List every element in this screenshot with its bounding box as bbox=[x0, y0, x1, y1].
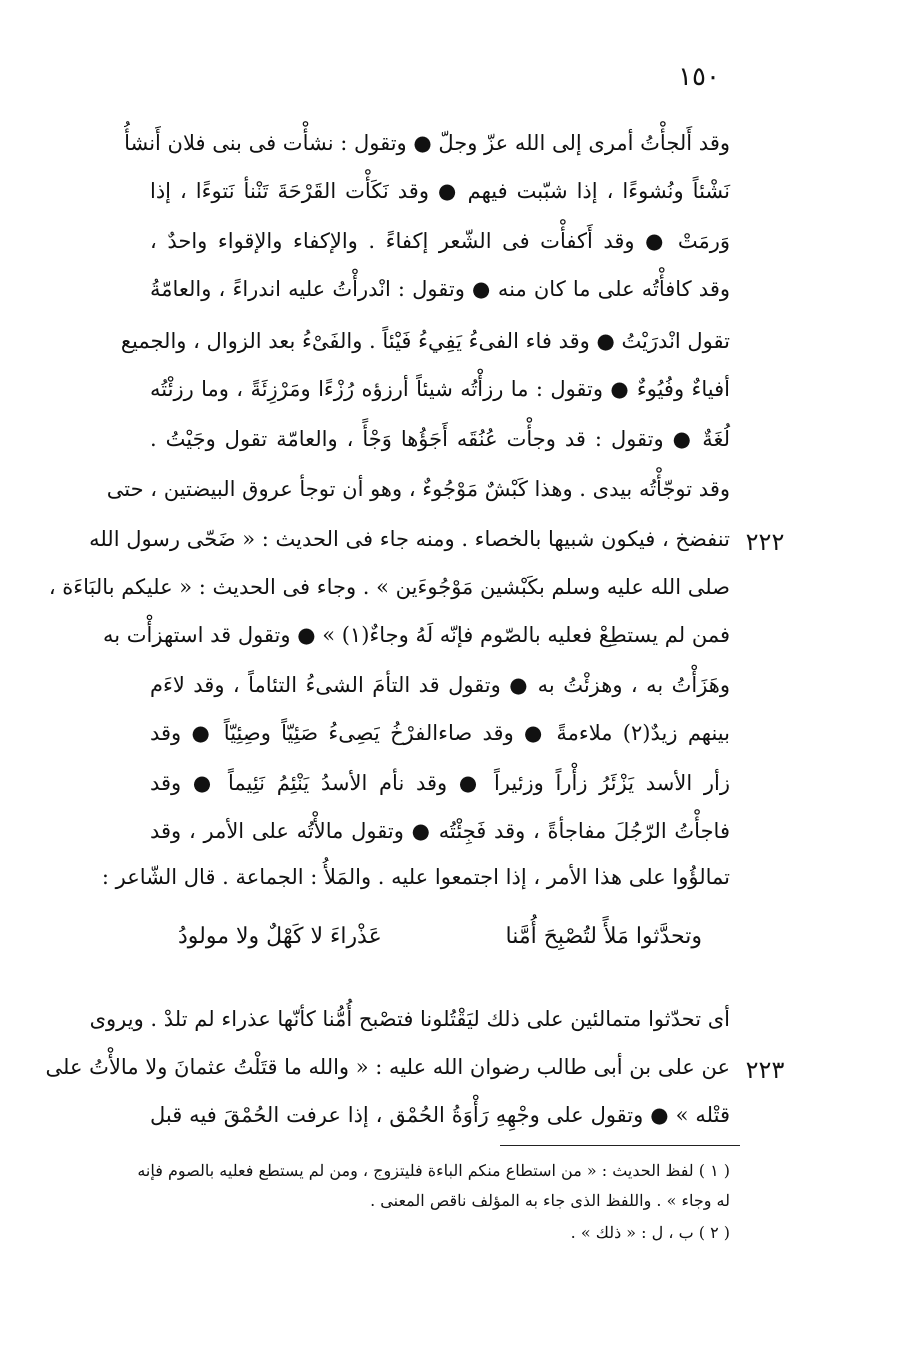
margin-number: ٢٢٢ bbox=[745, 528, 785, 556]
text-line: عن على بن أبى طالب رضوان الله عليه : « والله ما قتَلْتُ عثمانَ ولا مالأْتُ على bbox=[45, 1055, 730, 1079]
text-line: وَرمَتْ ● وقد أَكفأْت فى الشّعر إكفاءً . والإكفاء والإقواء واحدٌ ، bbox=[150, 229, 730, 253]
text-line: فاجأْتُ الرّجُلَ مفاجأةً ، وقد فَجِئْتُه ● وتقول مالأْتُه على الأمر ، وقد bbox=[150, 819, 730, 843]
text-line: فمن لم يستطِعْ فعليه بالصّوم فإنّه لَهُ وجاءٌ(١) » ● وتقول قد استهزأْت به bbox=[102, 623, 730, 647]
text-line: بينهم زيدٌ(٢) ملاءمةً ● وقد صاءالفرْخُ يَصِىءُ صَئِيّاً وصِئِيّاً ● وقد bbox=[150, 721, 730, 745]
text-line: قتْله » ● وتقول على وجْهِهِ رَأْوَةُ الحُمْق ، إذا عرفت الحُمْقَ فيه قبل bbox=[150, 1103, 730, 1127]
text-line: تنفضخ ، فيكون شبيها بالخصاء . ومنه جاء فى الحديث : « ضَحّى رسول الله bbox=[89, 527, 730, 551]
text-line: أى تحدّثوا متمالئين على ذلك ليَقْتُلونا فتصْبح أُمُّنا كأنّها عذراء لم تلدْ . ويروى bbox=[89, 1007, 730, 1031]
footnote-divider bbox=[500, 1145, 740, 1146]
text-line: وقد أَلجأْتُ أمرى إلى الله عزّ وجلّ ● وتقول : نشأْت فى بنى فلان أَنشأُ bbox=[124, 131, 730, 155]
text-line: زأر الأسد يَزْئَرُ زأْراً وزئيراً ● وقد نأم الأسدُ يَنْئِمُ نَئِيماً ● وقد bbox=[150, 771, 730, 795]
text-line: تقول انْدرَيْتُ ● وقد فاء الفىءُ يَفِيءُ فَيْئاً . والفَىْءُ بعد الزوال ، والجميع bbox=[120, 329, 730, 353]
text-line: لُغَةٌ ● وتقول : قد وجأْت عُنُقَه أَجَؤُها وَجْأً ، والعامّة تقول وجَيْتُ . bbox=[150, 427, 730, 451]
text-line: صلى الله عليه وسلم بكَبْشين مَوْجُوءَين » . وجاء فى الحديث : « عليكم بالبَاءَة ، bbox=[48, 575, 730, 599]
poetry-verse bbox=[150, 922, 730, 952]
footnote-line: ( ٢ ) ب ، ل : « ذلك » . bbox=[570, 1223, 730, 1242]
margin-number: ٢٢٣ bbox=[745, 1056, 785, 1084]
text-line: وهَزَأْتُ به ، وهزئْتُ به ● وتقول قد التأمَ الشىءُ التئاماً ، وقد لاءَم bbox=[150, 673, 730, 697]
verse-hemistich-first: وتحدَّثوا مَلأً لتُصْبِحَ أُمَّنا bbox=[505, 924, 702, 949]
text-line: تمالؤُوا على هذا الأمر ، إذا اجتمعوا عليه . والمَلأُ : الجماعة . قال الشّاعر : bbox=[101, 865, 730, 889]
verse-hemistich-second: عَذْراءَ لا كَهْلٌ ولا مولودُ bbox=[178, 924, 382, 949]
text-line: نَشْئاً ونُشوءًا ، إذا شبّبت فيهم ● وقد نَكَأْت القَرْحَةَ تَنْنأ نَتوءًا ، إذا bbox=[150, 179, 730, 203]
page-number: ١٥٠ bbox=[678, 62, 720, 92]
text-line: وقد توجّأْتُه بيدى . وهذا كَبْشٌ مَوْجُوءٌ ، وهو أن توجأ عروق البيضتين ، حتى bbox=[106, 477, 730, 501]
text-line: أفياءٌ وفُيُوءٌ ● وتقول : ما رزأْتُه شيئاً أرزؤه رُزْءًا ومَرْزِئَةً ، وما رزئْتُه bbox=[150, 377, 730, 401]
footnote-line: له وجاء » . واللفظ الذى جاء به المؤلف ناقص المعنى . bbox=[370, 1191, 730, 1210]
footnote-line: ( ١ ) لفظ الحديث : « من استطاع منكم الباءة فليتزوج ، ومن لم يستطع فعليه بالصوم فإنه bbox=[137, 1161, 730, 1180]
text-line: وقد كافأْتُه على ما كان منه ● وتقول : انْدرأْتُ عليه اندراءً ، والعامّةُ bbox=[150, 277, 730, 301]
